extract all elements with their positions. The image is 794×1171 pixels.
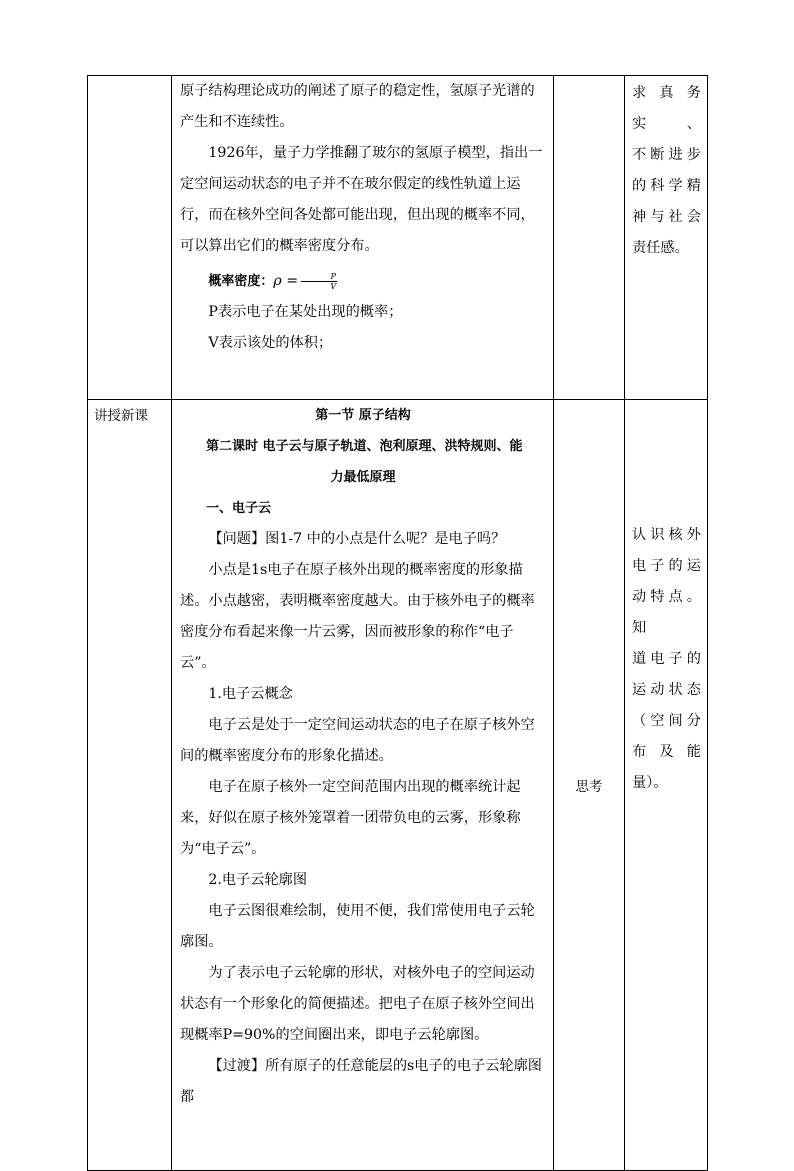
content-cell: [172, 76, 554, 400]
table-row: [88, 76, 708, 400]
paragraph: 1926年，量子力学推翻了玻尔的氢原子模型，指出一定空间运动状态的电子并不在玻尔假定的线性轨道上运行，而在核外空间各处都可能出现，但出现的概率不同，可以算出它们的概率密度分布。: [180, 145, 543, 254]
section-title: 第一节 原子结构: [315, 408, 411, 423]
goal-text: 认识核外 电子的运 动特点。知 道电子的 运动状态 （空间分 布及能 量）。: [632, 527, 701, 791]
formula-line: [180, 266, 546, 297]
paragraph: V表示该处的体积；: [208, 335, 333, 351]
paragraph: 小点是1s电子在原子核外出现的概率密度的形象描述。小点越密，表明概率密度越大。由于核外电子的概率密度分布看起来像一片云雾，因而被形象的称作“电子云”。: [180, 562, 535, 671]
goal-cell: [625, 76, 708, 400]
stage-label: 讲授新课: [94, 408, 148, 424]
lesson-plan-table: [87, 75, 708, 1171]
paragraph: P表示电子在某处出现的概率；: [208, 304, 403, 320]
formula-rho: ρ =: [273, 273, 299, 289]
goal-text: 求真务实、 不断进步 的科学精 神与社会 责任感。: [632, 85, 701, 256]
activity-cell: [554, 400, 625, 1171]
stage-label-cell: [88, 76, 172, 400]
formula-fraction: [301, 272, 337, 291]
formula-numerator: P: [301, 272, 337, 282]
activity-cell: [554, 76, 625, 400]
heading: 一、电子云: [206, 501, 272, 516]
lesson-title: 第二课时 电子云与原子轨道、泡利原理、洪特规则、能: [206, 439, 523, 454]
table-row: [88, 400, 708, 1171]
goal-cell: [625, 400, 708, 1171]
sub-heading: 1.电子云概念: [208, 686, 293, 702]
paragraph: 电子云是处于一定空间运动状态的电子在原子核外空间的概率密度分布的形象化描述。: [180, 717, 535, 764]
formula-denominator: V: [330, 281, 337, 291]
sub-heading: 2.电子云轮廓图: [208, 872, 308, 888]
formula-label: 概率密度：: [208, 274, 274, 289]
lesson-title-cont: 力最低原理: [330, 470, 396, 485]
paragraph: 原子结构理论成功的阐述了原子的稳定性，氢原子光谱的产生和不连续性。: [180, 83, 535, 130]
stage-label-cell: [88, 400, 172, 1171]
activity-text: 思考: [575, 779, 603, 795]
paragraph: 电子云图很难绘制，使用不便，我们常使用电子云轮廓图。: [180, 903, 535, 950]
paragraph: 【过渡】所有原子的任意能层的s电子的电子云轮廓图都: [180, 1058, 542, 1105]
paragraph: 电子在原子核外一定空间范围内出现的概率统计起来，好似在原子核外笼罩着一团带负电的云雾，形象称为“电子云”。: [180, 779, 521, 857]
content-cell: [172, 400, 554, 1171]
paragraph: 为了表示电子云轮廓的形状，对核外电子的空间运动状态有一个形象化的简便描述。把电子在原子核外空间出现概率P=90%的空间圈出来，即电子云轮廓图。: [180, 965, 535, 1043]
paragraph: 【问题】图1-7 中的小点是什么呢？是电子吗？: [208, 531, 506, 547]
